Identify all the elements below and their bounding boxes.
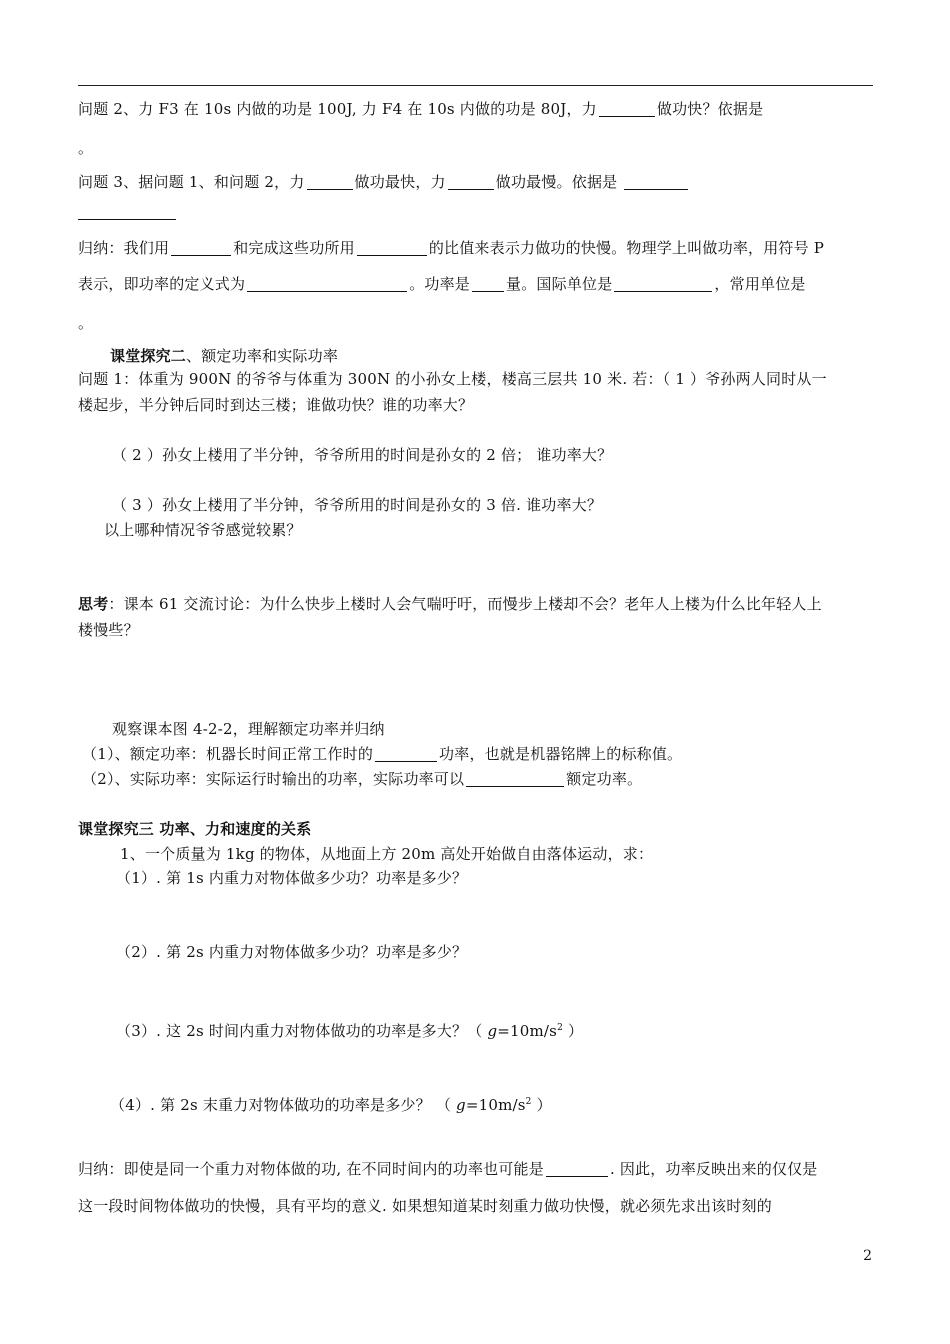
question-3-text-2: 做功最快，力 bbox=[354, 173, 446, 191]
summary-1-text-7: ，常用单位是 bbox=[714, 275, 806, 293]
summary-2-text: 归纳：即使是同一个重力对物体做的功, 在不同时间内的功率也可能是 bbox=[78, 1160, 544, 1178]
blank bbox=[375, 746, 437, 762]
gravity-symbol: g bbox=[487, 1022, 498, 1040]
summary-1-text-5: 。功率是 bbox=[409, 275, 471, 293]
gravity-symbol: g bbox=[456, 1096, 466, 1114]
section-2-question-1b: 楼起步，半分钟后同时到达三楼；谁做功快？谁的功率大？ bbox=[78, 396, 474, 414]
question-3 bbox=[78, 172, 873, 192]
section-2-question-2: （ 2 ）孙女上楼用了半分钟，爷爷所用的时间是孙女的 2 倍； 谁功率大？ bbox=[112, 446, 613, 464]
think-text: ：课本 61 交流讨论：为什么快步上楼时人会气喘吁吁，而慢步上楼却不会？老年人上楼为什么比年轻人上 bbox=[108, 595, 822, 613]
blank bbox=[599, 101, 655, 117]
summary-2-line-2: 这一段时间物体做功的快慢，具有平均的意义. 如果想知道某时刻重力做功快慢，就必须先求出该时刻的 bbox=[78, 1197, 772, 1215]
summary-1-line-1 bbox=[78, 238, 873, 258]
close-paren: ） bbox=[568, 1022, 584, 1040]
sub-question-3 bbox=[116, 1018, 911, 1041]
actual-power bbox=[82, 769, 877, 789]
blank bbox=[171, 240, 231, 256]
rated-power-text-2: 功率，也就是机器铭牌上的标称值。 bbox=[439, 745, 683, 763]
question-3-blank-line bbox=[78, 202, 873, 222]
exponent: 2 bbox=[557, 1023, 564, 1033]
sub-question-4 bbox=[110, 1092, 905, 1115]
blank bbox=[546, 1161, 608, 1177]
think-line-1 bbox=[78, 594, 873, 614]
think-label: 思考 bbox=[78, 595, 109, 613]
summary-1-text-3: 的比值来表示力做功的快慢。物理学上叫做功率，用符号 P bbox=[428, 239, 825, 257]
question-3-text-3: 做功最慢。依据是 bbox=[495, 173, 618, 191]
section-3-intro: 1、一个质量为 1kg 的物体，从地面上方 20m 高处开始做自由落体运动，求： bbox=[120, 845, 654, 863]
summary-1-text-2: 和完成这些功所用 bbox=[233, 239, 355, 257]
summary-1-text: 归纳：我们用 bbox=[78, 239, 170, 257]
page-number: 2 bbox=[863, 1248, 872, 1264]
section-3-title: 课堂探究三 功率、力和速度的关系 bbox=[78, 820, 312, 838]
sub-question-1: （1）. 第 1s 内重力对物体做多少功？功率是多少？ bbox=[116, 869, 468, 887]
gravity-value: =10m/s bbox=[497, 1022, 558, 1040]
blank bbox=[448, 174, 494, 190]
question-2-text: 问题 2、力 F3 在 10s 内做的功是 100J, 力 F4 在 10s 内做的功是 80J，力 bbox=[78, 100, 597, 118]
section-2-question-4: 以上哪种情况爷爷感觉较累？ bbox=[104, 521, 302, 539]
summary-1-line-2 bbox=[78, 274, 873, 294]
rated-power-text: （1）、额定功率：机器长时间正常工作时的 bbox=[82, 745, 374, 763]
section-2-question-3: （ 3 ）孙女上楼用了半分钟，爷爷所用的时间是孙女的 3 倍. 谁功率大？ bbox=[112, 496, 603, 514]
blank bbox=[466, 771, 564, 787]
summary-1-end: 。 bbox=[78, 314, 94, 332]
summary-1-text-6: 量。国际单位是 bbox=[506, 275, 613, 293]
think-line-2: 楼慢些？ bbox=[78, 621, 139, 639]
exponent: 2 bbox=[525, 1097, 532, 1107]
sub-question-2: （2）. 第 2s 内重力对物体做多少功？功率是多少？ bbox=[116, 943, 468, 961]
question-3-text: 问题 3、据问题 1、和问题 2，力 bbox=[78, 173, 305, 191]
section-2-subtitle: 、额定功率和实际功率 bbox=[186, 347, 339, 365]
blank bbox=[357, 240, 427, 256]
blank bbox=[247, 276, 407, 292]
rated-power bbox=[82, 744, 877, 764]
close-paren: ） bbox=[536, 1096, 552, 1114]
sub-question-4-text: （4）. 第 2s 末重力对物体做功的功率是多少？ （ bbox=[110, 1096, 452, 1114]
question-2-end: 。 bbox=[78, 139, 94, 157]
section-2-title: 课堂探究二 bbox=[110, 347, 187, 365]
blank bbox=[614, 276, 712, 292]
blank bbox=[624, 174, 688, 190]
section-2-question-1a: 问题 1：体重为 900N 的爷爷与体重为 300N 的小孙女上楼，楼高三层共 10 米. 若：（ 1 ）爷孙两人同时从一 bbox=[78, 370, 827, 388]
blank bbox=[307, 174, 353, 190]
summary-2-text-2: . 因此，功率反映出来的仅仅是 bbox=[609, 1160, 818, 1178]
blank bbox=[78, 204, 176, 220]
observe-intro: 观察课本图 4-2-2，理解额定功率并归纳 bbox=[112, 720, 385, 738]
actual-power-text: （2）、实际功率：实际运行时输出的功率，实际功率可以 bbox=[82, 770, 465, 788]
question-2-text-2: 做功快？依据是 bbox=[656, 100, 764, 118]
question-2 bbox=[78, 99, 873, 119]
gravity-value: =10m/s bbox=[465, 1096, 526, 1114]
actual-power-text-2: 额定功率。 bbox=[566, 770, 643, 788]
section-2-heading bbox=[110, 346, 905, 366]
header-rule bbox=[78, 85, 873, 86]
summary-1-text-4: 表示，即功率的定义式为 bbox=[78, 275, 246, 293]
summary-2-line-1 bbox=[78, 1159, 873, 1179]
blank bbox=[472, 276, 504, 292]
sub-question-3-text: （3）. 这 2s 时间内重力对物体做功的功率是多大？（ bbox=[116, 1022, 483, 1040]
